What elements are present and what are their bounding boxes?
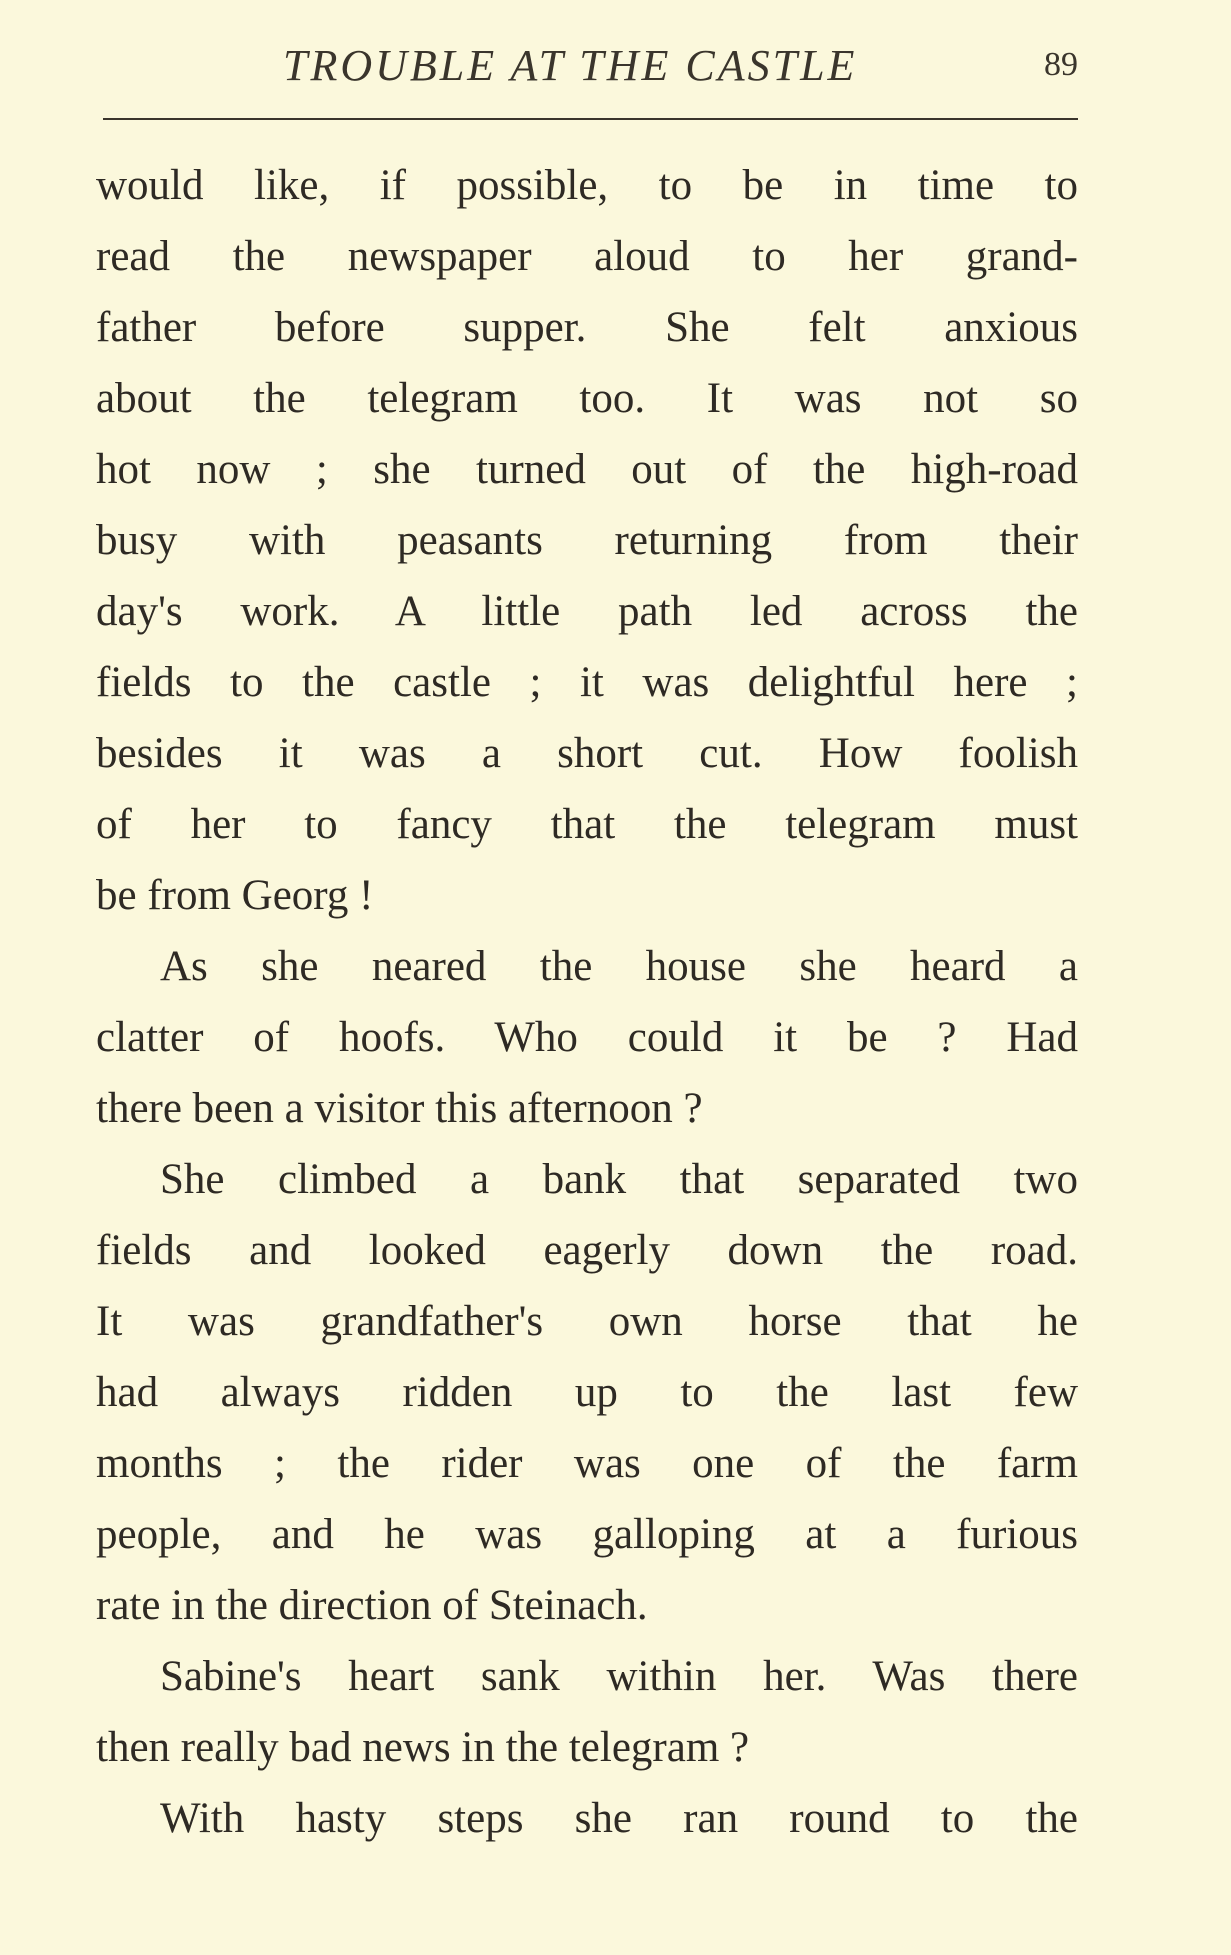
text-line: With hasty steps she ran round to the	[160, 1795, 1078, 1842]
running-title: TROUBLE AT THE CASTLE	[283, 41, 858, 90]
header-rule	[103, 118, 1078, 120]
text-line: had always ridden up to the last few	[96, 1369, 1078, 1416]
text-line: about the telegram too. It was not so	[96, 375, 1078, 422]
text-line: months ; the rider was one of the farm	[96, 1440, 1078, 1487]
text-line: fields and looked eagerly down the road.	[96, 1227, 1078, 1274]
text-line: be from Georg !	[96, 872, 374, 919]
text-line: besides it was a short cut. How foolish	[96, 730, 1078, 777]
body-text	[96, 150, 1078, 1854]
text-line: clatter of hoofs. Who could it be ? Had	[96, 1014, 1078, 1061]
text-line: As she neared the house she heard a	[160, 943, 1078, 990]
text-line: father before supper. She felt anxious	[96, 304, 1078, 351]
page-header	[103, 40, 1078, 100]
text-line: then really bad news in the telegram ?	[96, 1724, 750, 1771]
text-line: Sabine's heart sank within her. Was there	[160, 1653, 1078, 1700]
text-line: fields to the castle ; it was delightful here ;	[96, 659, 1078, 706]
text-line: there been a visitor this afternoon ?	[96, 1085, 703, 1132]
text-line: It was grandfather's own horse that he	[96, 1298, 1078, 1345]
text-line: would like, if possible, to be in time to	[96, 162, 1078, 209]
text-line: of her to fancy that the telegram must	[96, 801, 1078, 848]
text-line: hot now ; she turned out of the high-road	[96, 446, 1078, 493]
text-line: rate in the direction of Steinach.	[96, 1582, 648, 1629]
page-number: 89	[1044, 46, 1078, 83]
text-line: day's work. A little path led across the	[96, 588, 1078, 635]
text-line: She climbed a bank that separated two	[160, 1156, 1078, 1203]
text-line: busy with peasants returning from their	[96, 517, 1078, 564]
text-line: read the newspaper aloud to her grand-	[96, 233, 1078, 280]
text-line: people, and he was galloping at a furious	[96, 1511, 1078, 1558]
